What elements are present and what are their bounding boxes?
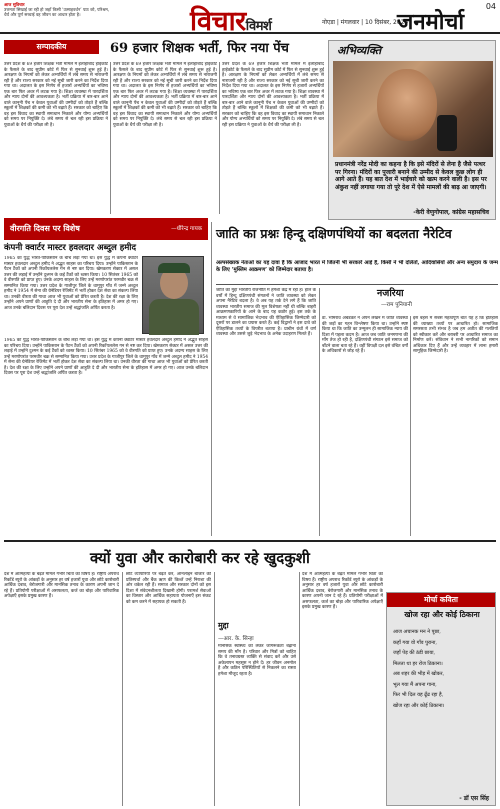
issue-meta: नोएडा | मंगलवार | 10 दिसंबर, 2024 (322, 19, 409, 26)
microphone-icon (437, 115, 457, 151)
section-title-sub: विमर्श (245, 19, 272, 34)
column-divider (214, 572, 215, 806)
editorial-headline: 69 हजार शिक्षक भर्ती, फिर नया पेंच (110, 41, 289, 56)
abhivyakti-box (328, 40, 496, 220)
soldier-portrait (142, 256, 204, 334)
youth-article-col3: मानसिक स्वास्थ्य को लेकर जागरूकता बढ़ाना समय की माँग है। परिवार और मित्रों को चाहिए कि वे तनावग्रस्त व्यक्ति से संवाद करें और उसे अकेलापन महसूस न होने दें। हर जीवन अनमोल है और कठिन परिस्थितियों से निकलने का रास्ता हमेशा मौजूद रहता है। (218, 644, 296, 677)
poem-box (386, 592, 496, 806)
section-title-main: विचार (190, 6, 246, 37)
intro-divider (216, 284, 498, 285)
thought-of-day-text: उत्तमता सिखाई जा रही हो जहाँ किसी ‘उत्साहवर्धन’ पाठ को, परिश्रम, धैर्य और पूर्ण सच्चाई वह जीवन का आधार होता है। (4, 7, 110, 18)
nazariya-title: नजरिया (377, 288, 404, 299)
newspaper-brand: जनमोर्चा (397, 9, 465, 35)
poem-author: - डॉ एस सिंह (459, 795, 489, 802)
poem-title: खोज रहा और कोई ठिकाना (404, 610, 480, 619)
youth-article-headline: क्यों युवा और कारोबारी कर रहे खुदकुशी (90, 549, 310, 567)
abhivyakti-title: अभिव्यक्ति (337, 44, 382, 57)
veer-gatha-byline: —धीरेन्द्र गायक (171, 226, 202, 232)
column-divider (219, 62, 220, 214)
main-article-col1: जाति का मुद्दा भारतीय राजनीति में हमेशा केंद्र में रहा है। हाल के वर्षों में हिन्दू दक्षिणपंथी संगठनों ने जाति व्यवस्था को लेकर अपना नैरेटिव बदला है। वे अब यह तर्क देने लगे हैं कि जाति व्यवस्था भारतीय समाज की मूल विशेषता नहीं थी बल्कि बाहरी आक्रमणकारियों के आने के बाद यह कठोर हुई। इस तर्क के माध्यम से वे सामाजिक भेदभाव की ऐतिहासिक जिम्मेदारी को दूसरों पर डालने का प्रयास करते हैं। कई विद्वानों ने इस दावे को ऐतिहासिक तथ्यों के विपरीत बताया है। प्राचीन ग्रंथों में वर्ण व्यवस्था और उससे जुड़े भेदभाव के अनेक उदाहरण मिलते हैं। (216, 288, 316, 337)
youth-article-col1: देश में आत्महत्या के बढ़ते मामले गंभीर चिंता का विषय हैं। राष्ट्रीय अपराध रिकॉर्ड ब्यूरो के आंकड़ों के अनुसार हर वर्ष हजारों युवा और छोटे कारोबारी आर्थिक दबाव, बेरोजगारी और मानसिक तनाव के कारण अपनी जान दे रहे हैं। प्रतियोगी परीक्षाओं में असफलता, कर्ज का बोझ और पारिवारिक अपेक्षाएँ इसके प्रमुख कारण हैं। (4, 572, 119, 599)
veer-gatha-text-bottom: 1965 का युद्ध भारत-पाकिस्तान के बीच लड़ा गया था। इस युद्ध में कंपनी क्वार्टर मास्टर हवलदार अब्दुल हमीद ने अद्भुत साहस का परिचय दिया। उन्होंने पाकिस्तान के पैटन टैंकों को अपनी रिकॉयललेस गन से नष्ट कर दिया। खेमकरण सेक्टर में असल उत्तर की लड़ाई में उन्होंने दुश्मन के कई टैंकों को ध्वस्त किया। 10 सितंबर 1965 को वे वीरगति को प्राप्त हुए। उनके अदम्य साहस के लिए उन्हें मरणोपरांत परमवीर चक्र से सम्मानित किया गया। उत्तर प्रदेश के गाजीपुर जिले के धामूपुर गाँव में जन्मे अब्दुल हमीद ने 1954 में सेना की ग्रेनेडियर रेजिमेंट में भर्ती होकर देश सेवा का संकल्प लिया था। उनकी वीरता की गाथा आज भी युवाओं को प्रेरित करती है। देश की रक्षा के लिए उन्होंने अपने प्राणों की आहुति दे दी और भारतीय सेना के इतिहास में अमर हो गए। आज उनके बलिदान दिवस पर पूरा देश उन्हें श्रद्धांजलि अर्पित करता है। (4, 338, 208, 376)
veer-gatha-banner (4, 218, 208, 240)
nazariya-box (321, 286, 497, 314)
youth-article-byline: —आर. के. सिन्हा (218, 636, 254, 642)
column-divider (122, 572, 123, 806)
poem-label: मोर्चा कविता (387, 593, 495, 607)
column-divider (211, 222, 212, 536)
main-article-col2: डॉ. भीमराव अंबेडकर ने अपने लेखन में जाति व्यवस्था की जड़ों का गहन विश्लेषण किया था। उन्होंने स्पष्ट किया था कि जाति का उन्मूलन ही सामाजिक न्याय की दिशा में पहला कदम है। आज जब जाति जनगणना की माँग तेज हो रही है, दक्षिणपंथी संगठन इसे समाज को बाँटने वाला बता रहे हैं। वहीं विपक्षी दल इसे वंचित वर्गों के अधिकारों से जोड़ रहे हैं। (322, 316, 408, 354)
thought-of-day-tag: आज सुविचार (4, 2, 25, 7)
abhivyakti-quote: प्रधानमंत्री नरेंद्र मोदी का कहना है कि इसे मंदिरों से लेना है जैसे पत्थर पर गिरना। मंदिरों का पुजारी बनाने की उम्मीद से केवल कुछ लोग ही आगे आते हैं। यह बात देश में भाईचारे को खत्म करने वाली है। इस पर अंकुश नहीं लगाया गया तो पूरे देश में ऐसे मामलों की बाढ़ आ जाएगी। (335, 161, 487, 191)
editorial-text-col1: उत्तर प्रदेश के 69 हजार शिक्षक भर्ती मामले में इलाहाबाद हाईकोर्ट के फैसले के बाद सुप्रीम कोर्ट में फिर से सुनवाई शुरू हुई है। आरक्षण के नियमों को लेकर अभ्यर्थियों में लंबे समय से नाराजगी रही है और राज्य सरकार को नई सूची जारी करने का निर्देश दिया गया था। अदालत के इस निर्णय से हजारों अभ्यर्थियों का भविष्य एक बार फिर अधर में लटक गया है। शिक्षा व्यवस्था में पारदर्शिता और न्याय दोनों की आवश्यकता है। भर्ती प्रक्रिया में बार-बार आने वाले कानूनी पेंच न केवल युवाओं की उम्मीदों को तोड़ते हैं बल्कि स्कूलों में शिक्षकों की कमी को भी बढ़ाते हैं। सरकार को चाहिए कि वह इस विवाद का स्थायी समाधान निकाले और योग्य अभ्यर्थियों को समय पर नियुक्ति दे। लंबे समय से चल रही इस प्रक्रिया ने युवाओं के धैर्य की परीक्षा ली है। (4, 62, 108, 128)
main-article-headline: जाति का प्रश्नः हिन्दू दक्षिणपंथियों का बदलता नैरेटिव (216, 226, 452, 241)
column-divider (110, 62, 111, 214)
veer-gatha-text-top: 1965 का युद्ध भारत-पाकिस्तान के बीच लड़ा गया था। इस युद्ध में कंपनी क्वार्टर मास्टर हवलदार अब्दुल हमीद ने अद्भुत साहस का परिचय दिया। उन्होंने पाकिस्तान के पैटन टैंकों को अपनी रिकॉयललेस गन से नष्ट कर दिया। खेमकरण सेक्टर में असल उत्तर की लड़ाई में उन्होंने दुश्मन के कई टैंकों को ध्वस्त किया। 10 सितंबर 1965 को वे वीरगति को प्राप्त हुए। उनके अदम्य साहस के लिए उन्हें मरणोपरांत परमवीर चक्र से सम्मानित किया गया। उत्तर प्रदेश के गाजीपुर जिले के धामूपुर गाँव में जन्मे अब्दुल हमीद ने 1954 में सेना की ग्रेनेडियर रेजिमेंट में भर्ती होकर देश सेवा का संकल्प लिया था। उनकी वीरता की गाथा आज भी युवाओं को प्रेरित करती है। देश की रक्षा के लिए उन्होंने अपने प्राणों की आहुति दे दी और भारतीय सेना के इतिहास में अमर हो गए। आज उनके बलिदान दिवस पर पूरा देश उन्हें श्रद्धांजलि अर्पित करता है। (4, 256, 138, 311)
masthead (0, 0, 500, 37)
section-divider (4, 540, 496, 542)
column-divider (299, 572, 300, 806)
youth-article-col2: छोटे व्यापारियों पर बढ़ते कर, ऑनलाइन बाजार की प्रतिस्पर्धा और बैंक ऋण की किश्तें उन्हें निराशा की ओर धकेल रही हैं। समाज और सरकार दोनों को इस दिशा में संवेदनशीलता दिखानी होगी। परामर्श सेवाओं का विस्तार और आर्थिक सहायता योजनाएँ इस संकट को कम करने में सहायक हो सकती हैं। (126, 572, 211, 605)
poem-lines: आज अचानक मन ने पूछा, कहाँ गया वो गाँव पुराना, जहाँ पेड़ की ठंडी छाया, मिलता था हर रोज ठिकाना। अब शहर की भीड़ में खोकर, भूल गया मैं अपना गाना, फिर भी दिल यह ढूँढ रहा है, खोज रहा और कोई ठिकाना। (393, 629, 445, 709)
main-article-col3: इस बहस में सबसे महत्वपूर्ण बात यह है कि इतिहास की व्याख्या तथ्यों पर आधारित हो। सामाजिक समरसता तभी संभव है जब हम अतीत की गलतियों को स्वीकार करें और बराबरी पर आधारित समाज का निर्माण करें। संविधान ने सभी नागरिकों को समान अधिकार दिए हैं और उन्हें व्यवहार में लाना हमारी सामूहिक जिम्मेदारी है। (413, 316, 498, 354)
section-title (190, 1, 271, 38)
portrait-cap (158, 263, 190, 273)
main-article-intro: अल्पसंख्यक नेताओं का यह दावा है कि आजाद भारत में जितनी भी सरकारें आई हैं, किसी ने भी दलितों, आदिवासियों और अन्य समुदाय के जन्म के लिए ‘मुस्लिम आक्रमण’ को जिम्मेदार बताया है। (216, 260, 498, 273)
editorial-text-col2: उत्तर प्रदेश के 69 हजार शिक्षक भर्ती मामले में इलाहाबाद हाईकोर्ट के फैसले के बाद सुप्रीम कोर्ट में फिर से सुनवाई शुरू हुई है। आरक्षण के नियमों को लेकर अभ्यर्थियों में लंबे समय से नाराजगी रही है और राज्य सरकार को नई सूची जारी करने का निर्देश दिया गया था। अदालत के इस निर्णय से हजारों अभ्यर्थियों का भविष्य एक बार फिर अधर में लटक गया है। शिक्षा व्यवस्था में पारदर्शिता और न्याय दोनों की आवश्यकता है। भर्ती प्रक्रिया में बार-बार आने वाले कानूनी पेंच न केवल युवाओं की उम्मीदों को तोड़ते हैं बल्कि स्कूलों में शिक्षकों की कमी को भी बढ़ाते हैं। सरकार को चाहिए कि वह इस विवाद का स्थायी समाधान निकाले और योग्य अभ्यर्थियों को समय पर नियुक्ति दे। लंबे समय से चल रही इस प्रक्रिया ने युवाओं के धैर्य की परीक्षा ली है। (113, 62, 217, 128)
nazariya-byline: —राम पुनियानी (381, 302, 412, 308)
abhivyakti-author: -केरी वेणुगोपाल, कांग्रेस महासचिव (413, 209, 489, 216)
editorial-label: सम्पादकीय (4, 40, 99, 54)
thought-of-day (4, 2, 114, 18)
page-number: 04 (485, 2, 496, 11)
speaker-face (377, 69, 437, 141)
portrait-uniform (149, 299, 199, 335)
column-divider (319, 288, 320, 536)
veer-gatha-headline: कंपनी क्वार्टर मास्टर हवलदार अब्दुल हमीद (4, 243, 137, 253)
column-divider (410, 316, 411, 536)
youth-article-col4: देश में आत्महत्या के बढ़ते मामले गंभीर चिंता का विषय हैं। राष्ट्रीय अपराध रिकॉर्ड ब्यूरो के आंकड़ों के अनुसार हर वर्ष हजारों युवा और छोटे कारोबारी आर्थिक दबाव, बेरोजगारी और मानसिक तनाव के कारण अपनी जान दे रहे हैं। प्रतियोगी परीक्षाओं में असफलता, कर्ज का बोझ और पारिवारिक अपेक्षाएँ इसके प्रमुख कारण हैं। (302, 572, 383, 610)
mudda-tag: मुद्दा (218, 621, 229, 630)
editorial-text-col3: उत्तर प्रदेश के 69 हजार शिक्षक भर्ती मामले में इलाहाबाद हाईकोर्ट के फैसले के बाद सुप्रीम कोर्ट में फिर से सुनवाई शुरू हुई है। आरक्षण के नियमों को लेकर अभ्यर्थियों में लंबे समय से नाराजगी रही है और राज्य सरकार को नई सूची जारी करने का निर्देश दिया गया था। अदालत के इस निर्णय से हजारों अभ्यर्थियों का भविष्य एक बार फिर अधर में लटक गया है। शिक्षा व्यवस्था में पारदर्शिता और न्याय दोनों की आवश्यकता है। भर्ती प्रक्रिया में बार-बार आने वाले कानूनी पेंच न केवल युवाओं की उम्मीदों को तोड़ते हैं बल्कि स्कूलों में शिक्षकों की कमी को भी बढ़ाते हैं। सरकार को चाहिए कि वह इस विवाद का स्थायी समाधान निकाले और योग्य अभ्यर्थियों को समय पर नियुक्ति दे। लंबे समय से चल रही इस प्रक्रिया ने युवाओं के धैर्य की परीक्षा ली है। (222, 62, 324, 128)
veer-gatha-label: वीरगति दिवस पर विशेष (10, 224, 80, 233)
speaker-photo (333, 61, 493, 157)
